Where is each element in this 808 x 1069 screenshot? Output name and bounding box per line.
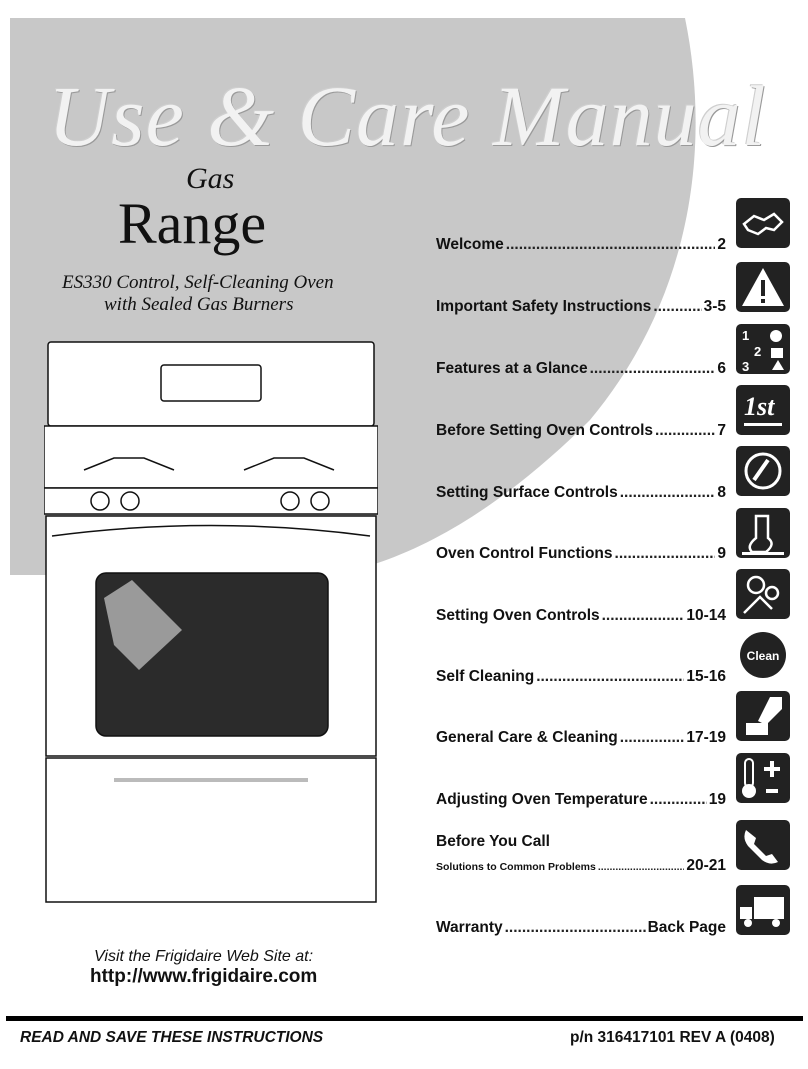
- svg-text:2: 2: [754, 344, 762, 359]
- toc-row-adjusting-temp[interactable]: [436, 791, 726, 809]
- hand-setting-icon: [736, 569, 790, 619]
- toc-label: Welcome: [436, 236, 504, 253]
- product-type: Gas: [186, 162, 235, 195]
- warning-icon: [736, 262, 790, 312]
- first-icon: [736, 385, 790, 435]
- toc-label: Setting Surface Controls: [436, 484, 618, 501]
- thermometer-icon: [736, 753, 790, 803]
- surface-dial-icon: [736, 446, 790, 496]
- toc-page: 20-21: [686, 857, 726, 874]
- finger-press-icon: [736, 508, 790, 558]
- toc-row-oven-controls[interactable]: [436, 607, 726, 625]
- product-subtitle-1: ES330 Control, Self-Cleaning Oven: [62, 272, 334, 293]
- range-illustration: [44, 340, 378, 905]
- toc-page: 6: [717, 360, 726, 377]
- toc-page: 3-5: [703, 298, 726, 315]
- toc-row-oven-functions[interactable]: [436, 545, 726, 563]
- svg-text:1: 1: [742, 328, 750, 343]
- toc-page: 10-14: [686, 607, 726, 624]
- toc-label: Warranty: [436, 919, 503, 936]
- website-link[interactable]: http://www.frigidaire.com: [90, 966, 318, 987]
- toc-row-features[interactable]: [436, 360, 726, 378]
- toc-page: 9: [717, 545, 726, 562]
- toc-page: 8: [717, 484, 726, 501]
- telephone-icon: [736, 820, 790, 870]
- footer-rule: [6, 1016, 803, 1021]
- toc-page: 19: [708, 791, 726, 808]
- toc-row-before-you-call[interactable]: [436, 833, 726, 875]
- product-subtitle-2: with Sealed Gas Burners: [104, 294, 294, 315]
- toc-label: Self Cleaning: [436, 668, 535, 685]
- toc-row-before-setting[interactable]: [436, 422, 726, 440]
- numbered-steps-icon: [736, 324, 790, 374]
- toc-row-self-cleaning[interactable]: [436, 668, 726, 686]
- toc-row-general-care[interactable]: [436, 729, 726, 747]
- truck-icon: [736, 885, 790, 935]
- toc-row-warranty[interactable]: [436, 919, 726, 937]
- product-name: Range: [118, 191, 267, 256]
- toc-sublabel: Solutions to Common Problems: [436, 861, 596, 873]
- toc-label: Before Setting Oven Controls: [436, 422, 654, 439]
- toc-page: 17-19: [686, 729, 726, 746]
- toc-label: Oven Control Functions: [436, 545, 613, 562]
- toc-page: 2: [717, 236, 726, 253]
- toc-label: Features at a Glance: [436, 360, 588, 377]
- footer-instructions: READ AND SAVE THESE INSTRUCTIONS: [20, 1029, 324, 1046]
- toc-page: 15-16: [686, 668, 726, 685]
- handshake-icon: [736, 198, 790, 248]
- clean-icon: [736, 630, 790, 680]
- toc-row-welcome[interactable]: [436, 236, 726, 254]
- toc-label: Adjusting Oven Temperature: [436, 791, 648, 808]
- toc-row-safety[interactable]: [436, 298, 726, 316]
- toc-row-surface-controls[interactable]: [436, 484, 726, 502]
- first-icon-text: 1st: [744, 392, 775, 421]
- website-prompt: Visit the Frigidaire Web Site at:: [94, 948, 314, 965]
- manual-title: Use & Care Manual: [48, 68, 767, 164]
- toc-label: Before You Call: [436, 833, 550, 850]
- toc-label: Important Safety Instructions: [436, 298, 652, 315]
- clean-icon-text: Clean: [746, 649, 780, 663]
- svg-text:3: 3: [742, 359, 750, 374]
- part-number: p/n 316417101 REV A (0408): [570, 1029, 775, 1046]
- cleaning-hand-icon: [736, 691, 790, 741]
- toc-label: General Care & Cleaning: [436, 729, 618, 746]
- toc-page: Back Page: [647, 919, 726, 936]
- toc-label: Setting Oven Controls: [436, 607, 600, 624]
- toc-page: 7: [717, 422, 726, 439]
